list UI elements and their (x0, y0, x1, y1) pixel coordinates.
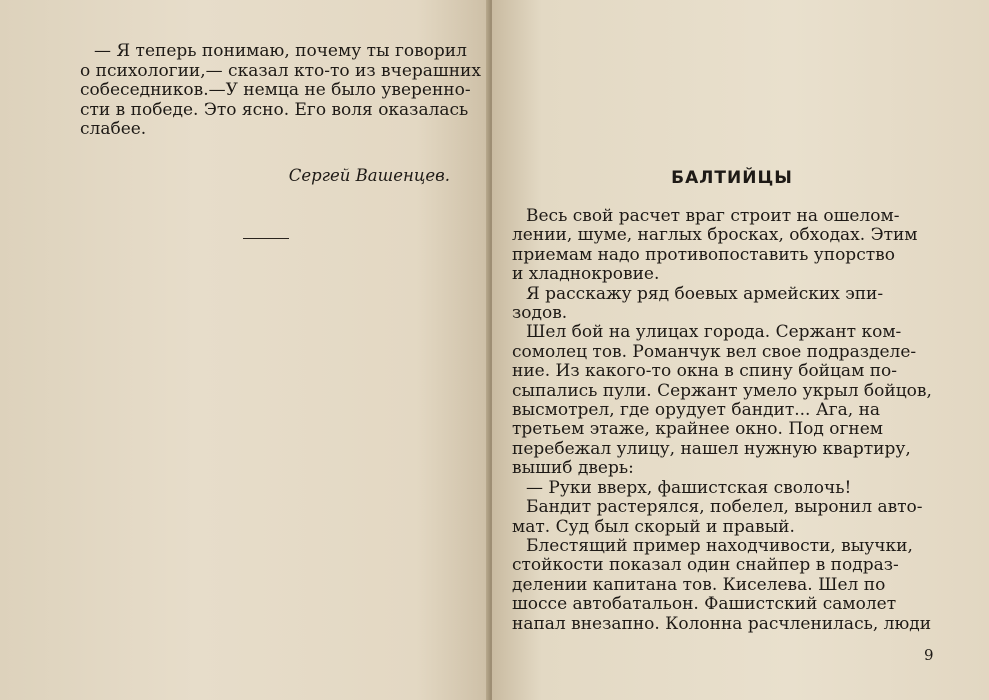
text-line: лении, шуме, наглых бросках, обходах. Этим (512, 225, 918, 246)
text-line: ние. Из какого-то окна в спину бойцам по- (512, 361, 898, 382)
text-line: зодов. (512, 303, 568, 324)
paragraph (512, 537, 934, 634)
text-line: третьем этаже, крайнее окно. Под огнем (512, 419, 884, 440)
page-number: 9 (924, 646, 934, 664)
text-line: и хладнокровие. (512, 264, 660, 285)
text-line: собеседников.—У немца не было уверенно- (80, 80, 471, 100)
author-signature: Сергей Вашенцев. (288, 166, 450, 185)
text-line: вышиб дверь: (512, 458, 634, 479)
text-line: — Руки вверх, фашистская сволочь! (526, 477, 852, 498)
text-line: высмотрел, где орудует бандит... Ага, на (512, 400, 881, 421)
text-line: слабее. (80, 119, 147, 139)
text-line: сомолец тов. Романчук вел свое подразделе- (512, 341, 917, 362)
left-page (0, 0, 490, 700)
text-line: Шел бой на улицах города. Сержант ком- (526, 322, 902, 343)
text-line: шоссе автобатальон. Фашистский самолет (512, 594, 897, 615)
text-line: сыпались пули. Сержант умело укрыл бойцов, (512, 380, 932, 401)
text-line: делении капитана тов. Киселева. Шел по (512, 574, 886, 595)
left-page-text (80, 42, 486, 140)
text-line: мат. Суд был скорый и правый. (512, 516, 795, 537)
text-line: Бандит растерялся, побелел, выронил авто- (526, 497, 923, 518)
chapter-title: БАЛТИЙЦЫ (671, 168, 793, 188)
text-line: Я расскажу ряд боевых армейских эпи- (526, 283, 884, 304)
text-line: напал внезапно. Колонна расчленилась, люди (512, 613, 932, 634)
text-line: перебежал улицу, нашел нужную квартиру, (512, 438, 911, 459)
paragraph (512, 498, 934, 537)
text-line: — Я теперь понимаю, почему ты говорил (94, 41, 467, 61)
text-line: сти в победе. Это ясно. Его воля оказалась (80, 99, 469, 120)
text-line: Весь свой расчет враг строит на ошелом- (526, 206, 900, 226)
text-line: о психологии,— сказал кто-то из вчерашних (80, 60, 481, 81)
section-divider (243, 238, 289, 239)
text-line: Блестящий пример находчивости, выучки, (526, 535, 913, 556)
text-line: стойкости показал один снайпер в подраз- (512, 555, 899, 576)
paragraph (512, 285, 934, 324)
text-line: приемам надо противопоставить упорство (512, 244, 895, 265)
right-page (492, 0, 989, 700)
right-page-text (512, 207, 934, 634)
paragraph (512, 207, 934, 285)
paragraph (512, 323, 934, 478)
paragraph (512, 479, 934, 498)
